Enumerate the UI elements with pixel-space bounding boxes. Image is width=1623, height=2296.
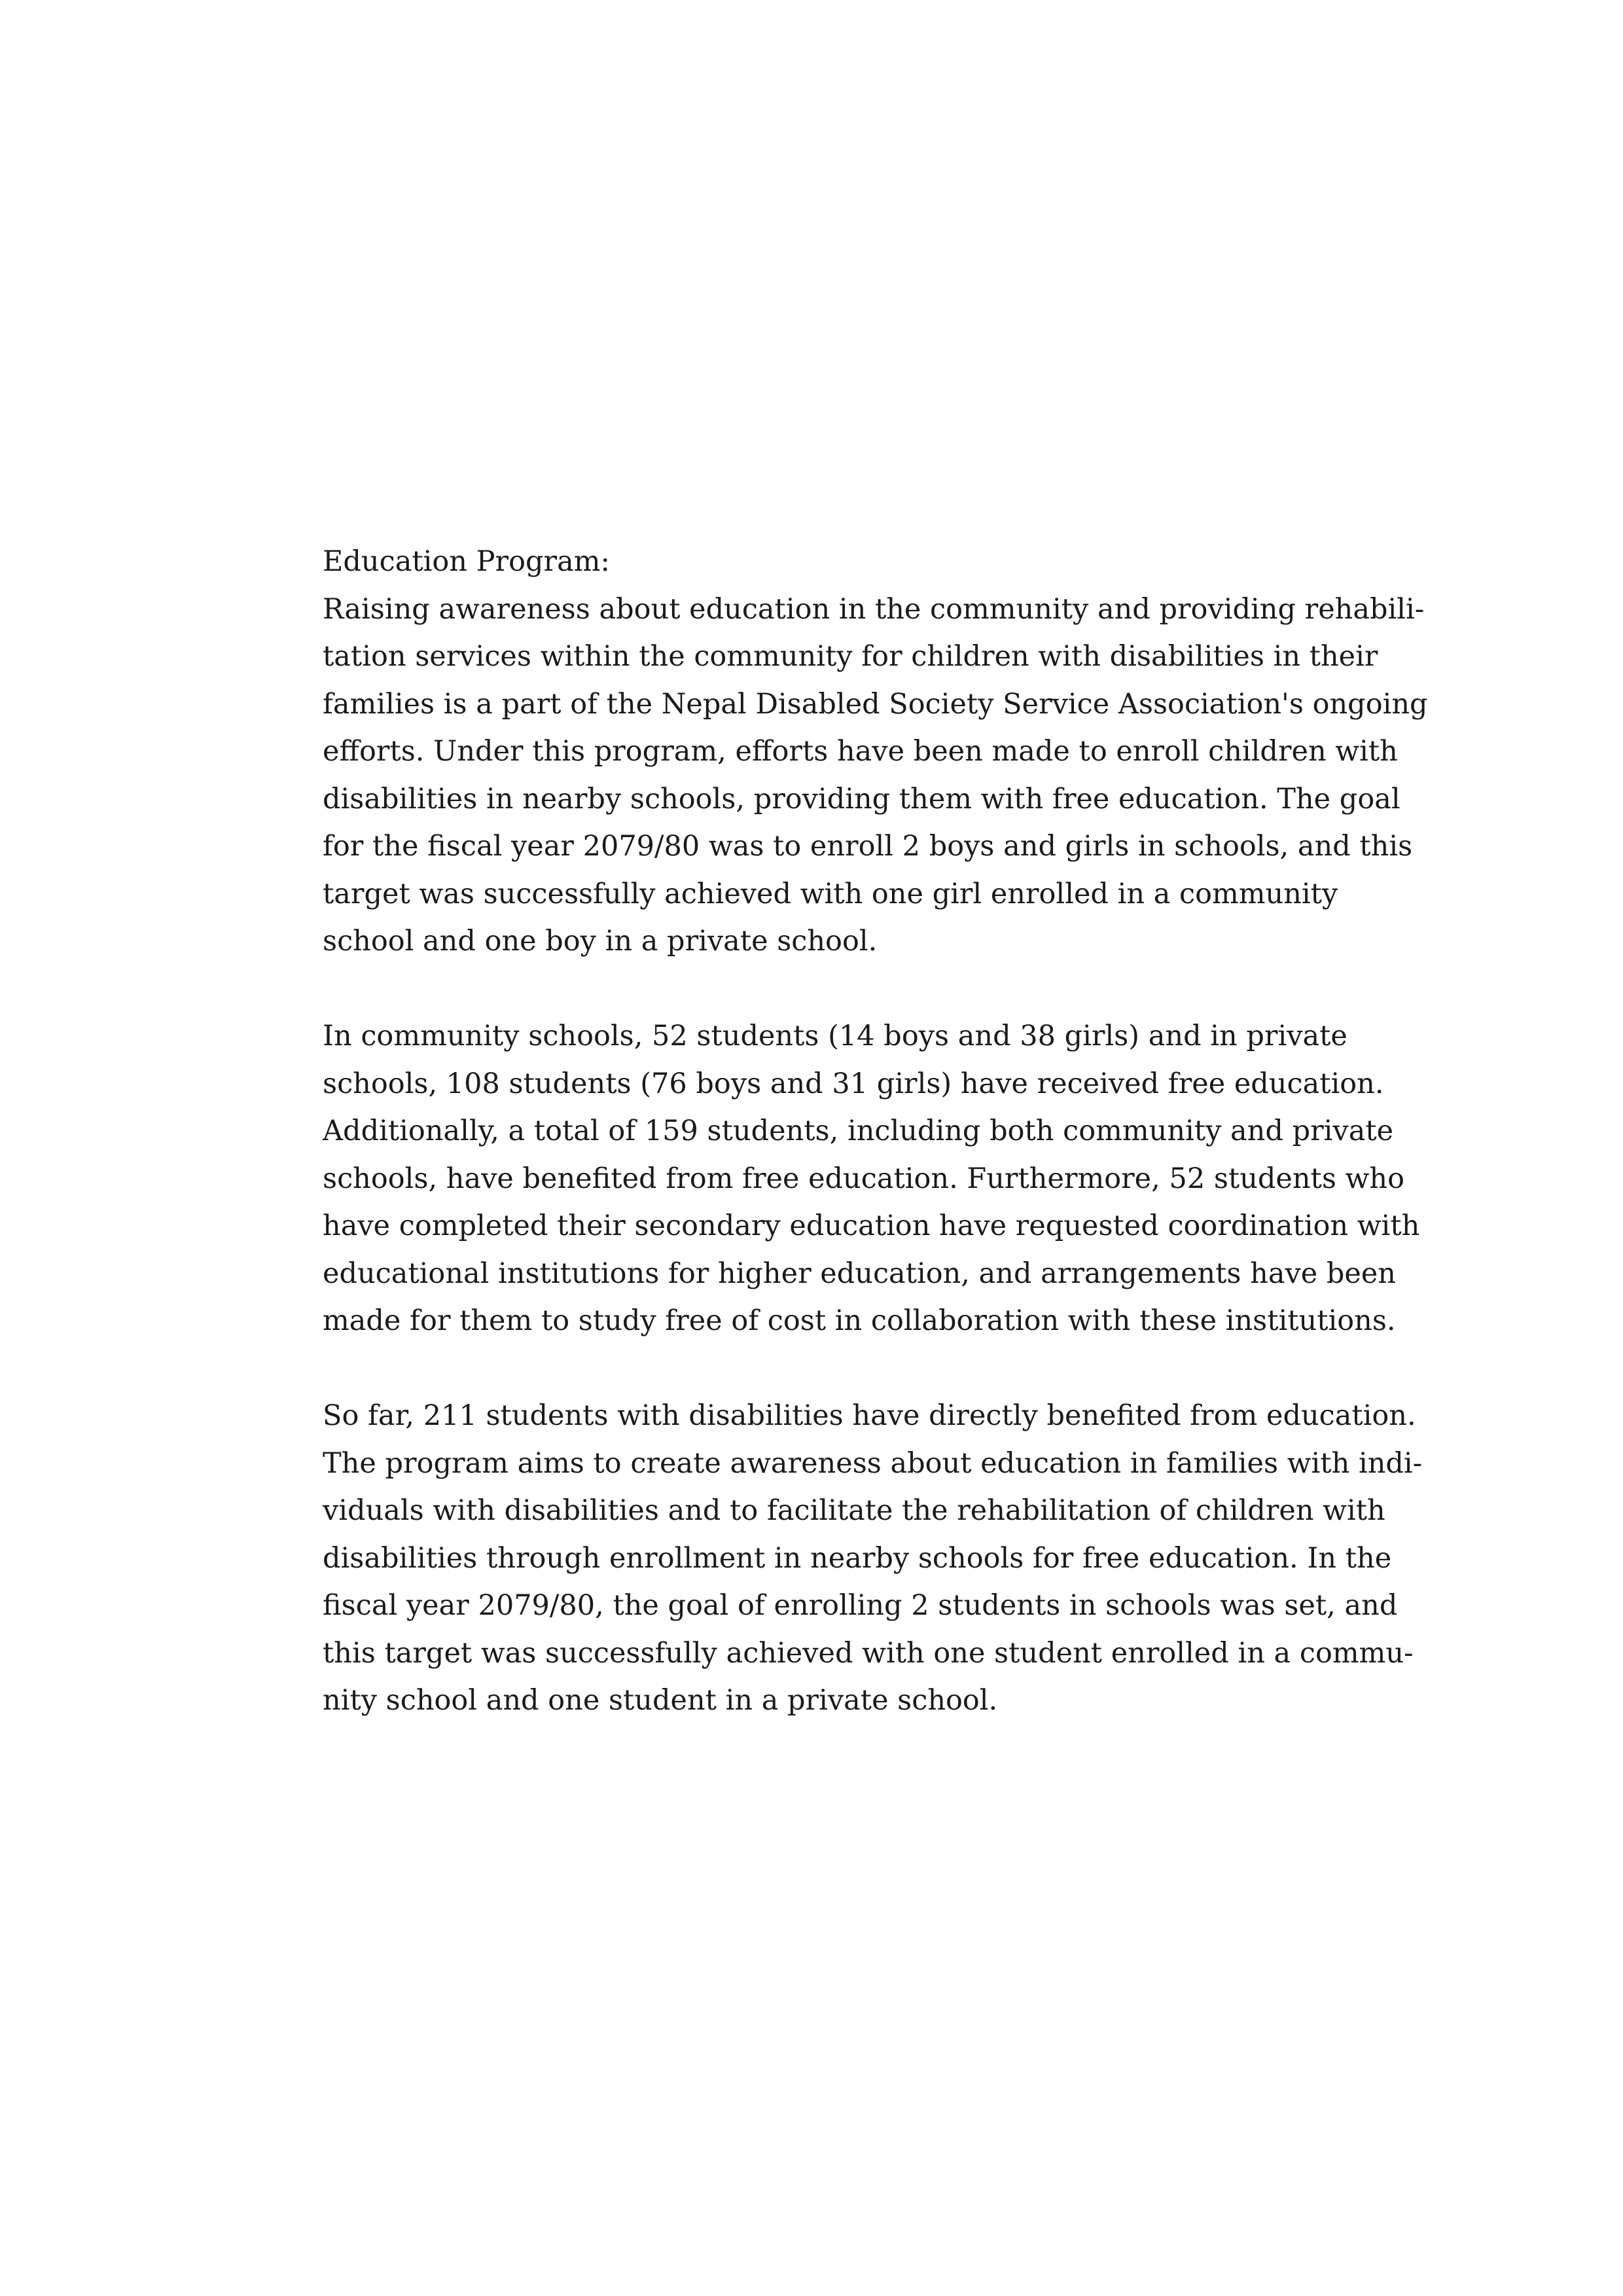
paragraph-1 bbox=[323, 586, 1428, 965]
paragraph-line: Additionally, a total of 159 students, including both community and private bbox=[323, 1115, 1394, 1147]
paragraph-line: disabilities through enrollment in nearby schools for free education. In the bbox=[323, 1541, 1392, 1575]
paragraph-3 bbox=[323, 1392, 1423, 1725]
paragraph-line: educational institutions for higher education, and arrangements have been bbox=[323, 1257, 1396, 1290]
paragraph-line: So far, 211 students with disabilities have directly benefited from education. bbox=[323, 1399, 1416, 1432]
paragraph-spacer bbox=[323, 1345, 1344, 1393]
paragraph-line: disabilities in nearby schools, providing them with free education. The goal bbox=[323, 782, 1400, 816]
paragraph-line: target was successfully achieved with one girl enrolled in a community bbox=[323, 877, 1338, 910]
paragraph-line: for the fiscal year 2079/80 was to enroll 2 boys and girls in schools, and this bbox=[323, 830, 1413, 863]
paragraph-line: tation services within the community for children with disabilities in their bbox=[323, 640, 1378, 673]
paragraph-line: In community schools, 52 students (14 boys and 38 girls) and in private bbox=[323, 1020, 1347, 1052]
section-heading: Education Program: bbox=[323, 545, 610, 578]
paragraph-line: made for them to study free of cost in collaboration with these institutions. bbox=[323, 1304, 1396, 1337]
paragraph-line: have completed their secondary education have requested coordination with bbox=[323, 1210, 1420, 1242]
paragraph-line: The program aims to create awareness about education in families with indi- bbox=[323, 1446, 1423, 1480]
paragraph-line: school and one boy in a private school. bbox=[323, 925, 878, 958]
paragraph-line: this target was successfully achieved with one student enrolled in a commu- bbox=[323, 1636, 1414, 1670]
paragraph-line: schools, have benefited from free education. Furthermore, 52 students who bbox=[323, 1162, 1404, 1195]
paragraph-line: efforts. Under this program, efforts have been made to enroll children with bbox=[323, 735, 1398, 768]
paragraph-spacer bbox=[323, 965, 1344, 1013]
paragraph-line: fiscal year 2079/80, the goal of enrolling 2 students in schools was set, and bbox=[323, 1589, 1398, 1622]
paragraph-line: schools, 108 students (76 boys and 31 girls) have received free education. bbox=[323, 1067, 1384, 1100]
paragraph-line: nity school and one student in a private school. bbox=[323, 1684, 998, 1717]
paragraph-line: families is a part of the Nepal Disabled Society Service Association's ongoing bbox=[323, 687, 1428, 721]
paragraph-line: viduals with disabilities and to facilitate the rehabilitation of children with bbox=[323, 1494, 1385, 1527]
paragraph-line: Raising awareness about education in the community and providing rehabili- bbox=[323, 592, 1425, 626]
paragraph-2 bbox=[323, 1013, 1420, 1345]
document-body bbox=[323, 538, 1428, 1725]
